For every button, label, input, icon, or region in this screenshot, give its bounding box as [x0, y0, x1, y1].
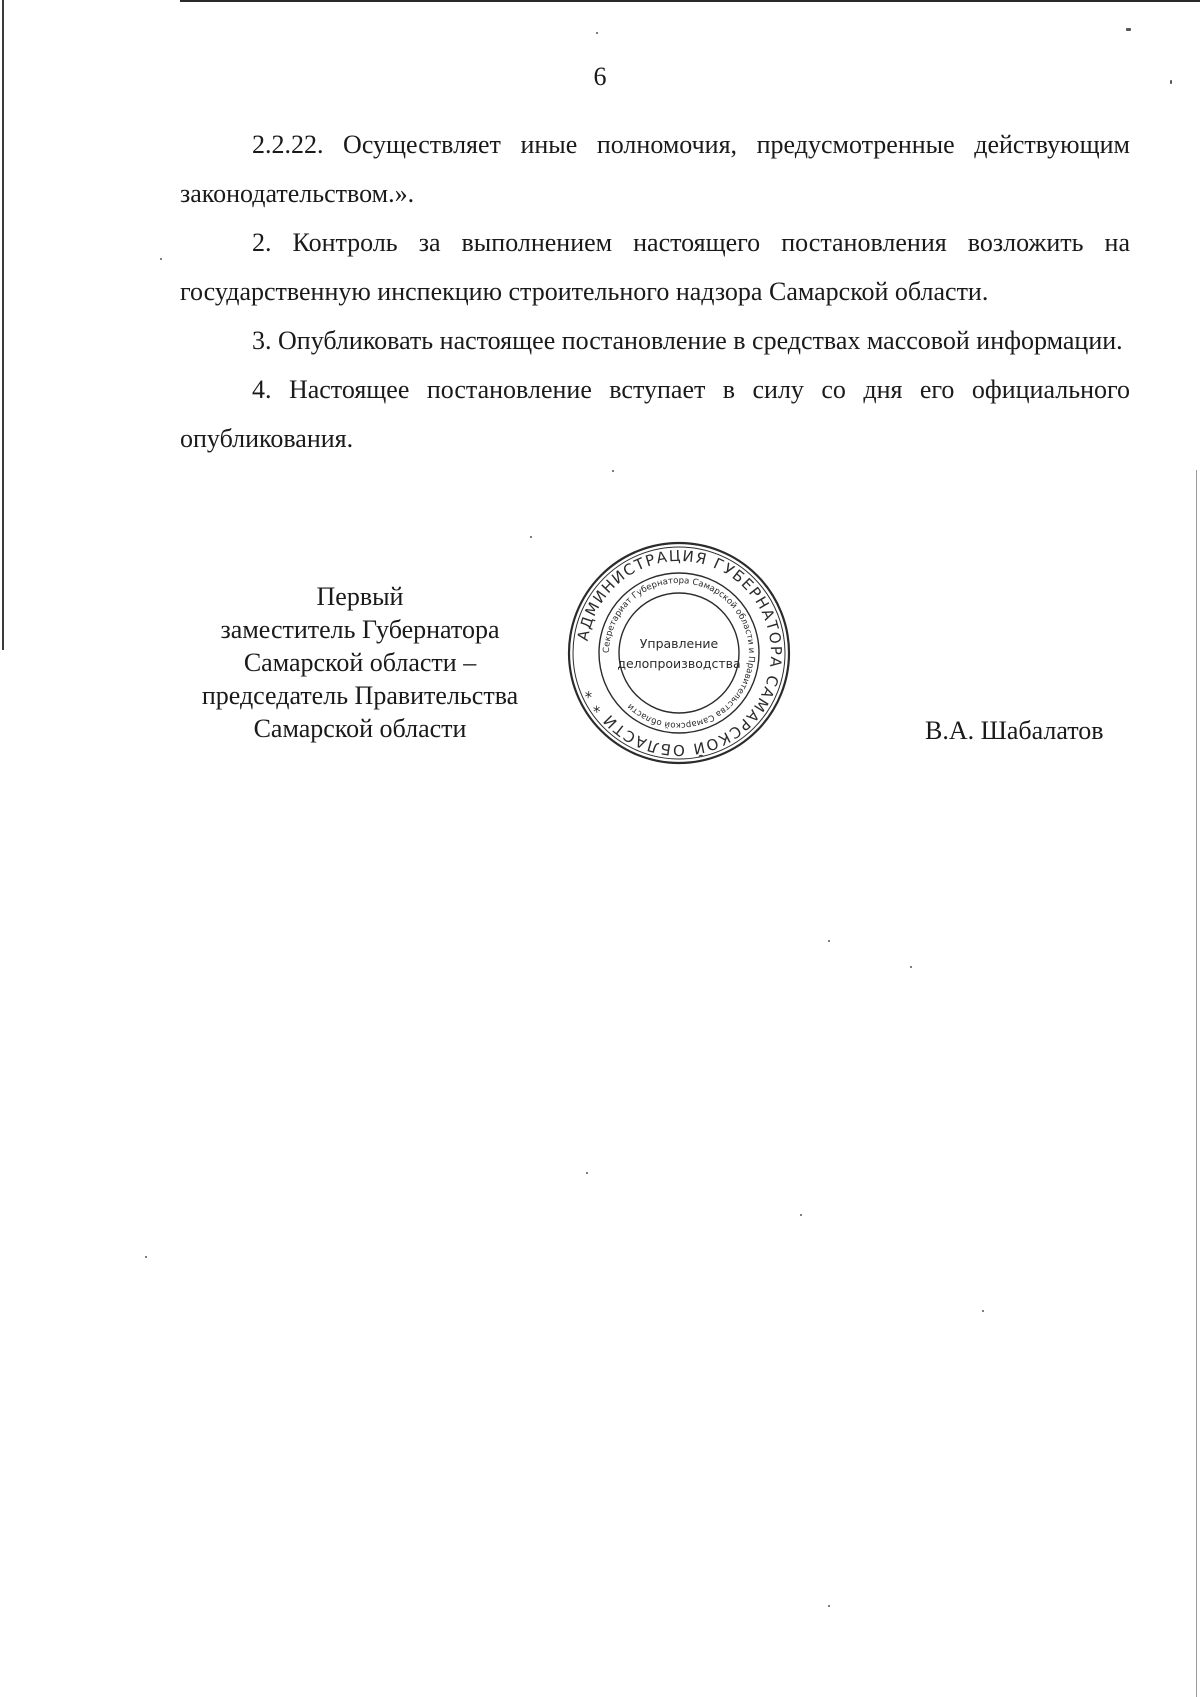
- position-line: Первый: [316, 582, 404, 611]
- scan-speck: [828, 940, 830, 942]
- scan-speck: [982, 1310, 984, 1312]
- page-number: 6: [593, 62, 607, 91]
- paragraph-control: 2. Контроль за выполнением настоящего постановления возложить на государственную инспекцию строительного надзора Самарской области.: [180, 228, 1130, 306]
- seal-inner-ring: [619, 593, 739, 713]
- position-line: Самарской области –: [243, 648, 477, 677]
- scan-left-edge: [2, 0, 4, 650]
- paragraph-publish: 3. Опубликовать настоящее постановление в средствах массовой информации.: [252, 326, 1123, 355]
- seal-outer-text: АДМИНИСТРАЦИЯ ГУБЕРНАТОРА САМАРСКОЙ ОБЛАСТИ * *: [573, 546, 786, 760]
- scan-speck: [596, 32, 598, 34]
- seal-middle-ring: [599, 573, 759, 733]
- seal-center-line: Управление: [639, 636, 719, 651]
- scan-speck: [612, 470, 614, 472]
- scan-speck: [910, 966, 912, 968]
- paragraph-2-2-22: 2.2.22. Осуществляет иные полномочия, предусмотренные действующим законодательством.».: [180, 130, 1130, 208]
- scan-speck: [530, 536, 532, 538]
- scan-speck: [828, 1605, 830, 1607]
- scan-speck: [800, 1214, 802, 1216]
- document-body: [180, 120, 1130, 463]
- signer-name: В.А. Шабалатов: [925, 716, 1104, 745]
- scan-speck: [145, 1256, 147, 1258]
- scan-speck: [586, 1172, 588, 1174]
- seal-center-line: делопроизводства: [617, 656, 741, 671]
- official-seal: [566, 540, 792, 766]
- position-line: заместитель Губернатора: [220, 615, 500, 644]
- signatory-position: [180, 580, 540, 745]
- paragraph-effective: 4. Настоящее постановление вступает в силу со дня его официального опубликования.: [180, 375, 1130, 453]
- scan-top-border: [180, 0, 1200, 2]
- scan-right-edge: [1196, 470, 1197, 1697]
- seal-inner-text: Секретариат Губернатора Самарской области и Правительства Самарской области: [601, 575, 757, 731]
- scan-speck: [160, 258, 162, 260]
- scan-speck: [1126, 28, 1131, 31]
- position-line: Самарской области: [253, 714, 467, 743]
- position-line: председатель Правительства: [201, 681, 519, 710]
